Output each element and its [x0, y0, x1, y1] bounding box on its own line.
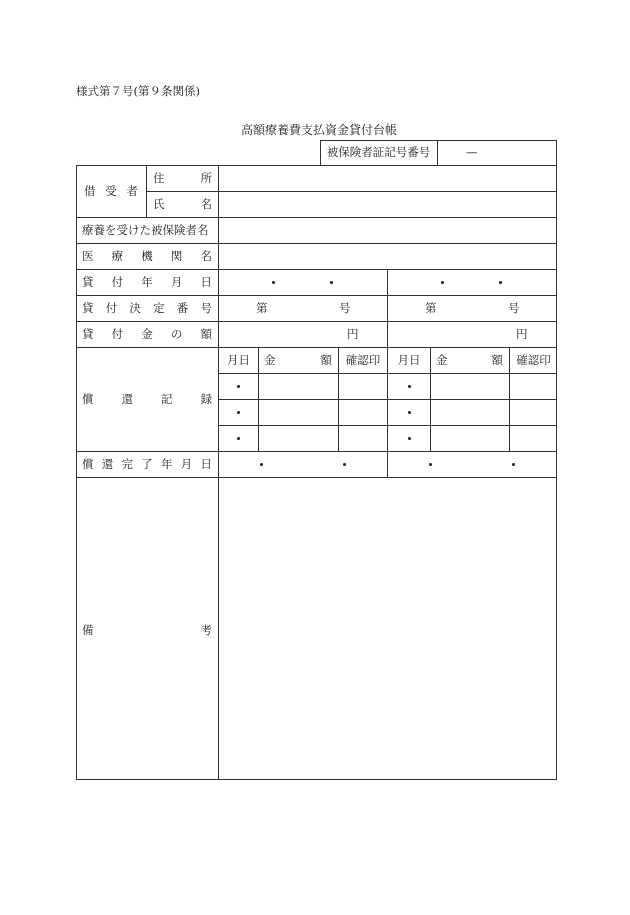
repayment-date-dot: [408, 437, 411, 440]
decision-number-suffix: 号: [339, 300, 351, 315]
decision-number-label: 貸 付 決 定 番 号: [82, 300, 212, 315]
decision-number-prefix: 第: [256, 300, 268, 315]
borrower-label: 借 受 者: [84, 183, 138, 198]
col-seal-header: 確認印: [516, 352, 551, 367]
repayment-record-label: 償 還 記 録: [82, 391, 212, 406]
yen-unit: 円: [516, 326, 528, 341]
form-number: 様式第７号(第９条関係): [76, 84, 200, 98]
col-amount-header: 金 額: [436, 352, 503, 367]
col-date-header: 月日: [227, 352, 250, 367]
completion-date-dot: [343, 463, 346, 466]
loan-date-dot: [272, 281, 275, 284]
insured-number-dash: —: [466, 145, 478, 160]
loan-date-dot: [330, 281, 333, 284]
completion-date-dot: [260, 463, 263, 466]
repayment-date-dot: [237, 411, 240, 414]
completion-date-dot: [429, 463, 432, 466]
yen-unit: 円: [347, 326, 359, 341]
loan-amount-label: 貸 付 金 の 額: [82, 326, 212, 341]
remarks-label: 備 考: [82, 622, 212, 637]
institution-label: 医 療 機 関 名: [82, 248, 212, 263]
col-seal-header: 確認印: [345, 352, 381, 367]
repayment-date-dot: [408, 385, 411, 388]
name-label: 氏 名: [153, 196, 212, 211]
col-date-header: 月日: [397, 352, 421, 367]
loan-date-dot: [499, 281, 502, 284]
repayment-date-dot: [237, 385, 240, 388]
repayment-date-dot: [408, 411, 411, 414]
completion-date-dot: [512, 463, 515, 466]
col-amount-header: 金 額: [264, 352, 332, 367]
completion-date-label: 償 還 完 了 年 月 日: [82, 456, 212, 471]
patient-label: 療養を受けた被保険者名: [82, 222, 209, 237]
page-title: 高額療養費支払資金貸付台帳: [241, 123, 398, 137]
insured-number-label: 被保険者証記号番号: [326, 145, 431, 160]
address-label: 住 所: [153, 170, 212, 185]
decision-number-prefix: 第: [425, 300, 437, 315]
loan-date-label: 貸 付 年 月 日: [82, 274, 212, 289]
loan-date-dot: [441, 281, 444, 284]
repayment-date-dot: [237, 437, 240, 440]
decision-number-suffix: 号: [508, 300, 520, 315]
